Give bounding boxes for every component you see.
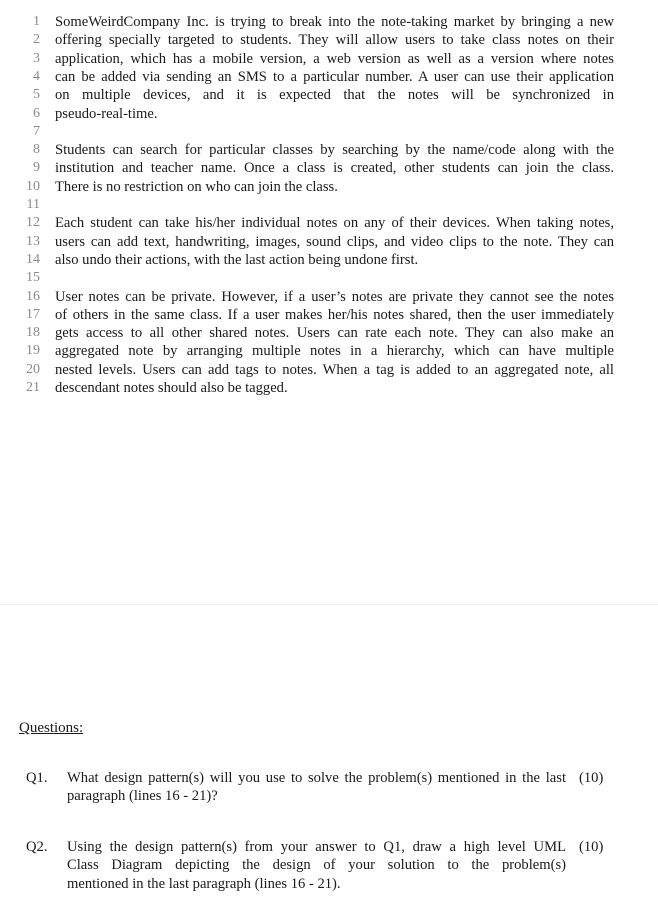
line-number: 6	[33, 105, 40, 121]
question-text-line: Class Diagram depicting the design of your solution to the problem(s)	[67, 857, 566, 874]
line-number: 10	[26, 178, 40, 194]
passage-line	[0, 214, 658, 232]
passage-line	[0, 50, 658, 68]
line-number: 2	[33, 32, 40, 48]
question-text-line: mentioned in the last paragraph (lines 16 - 21).	[67, 875, 341, 892]
line-text: offering specially targeted to students. They will allow users to take class notes on their	[55, 32, 614, 49]
passage-line	[0, 141, 658, 159]
line-number: 9	[33, 160, 40, 176]
line-number: 16	[26, 288, 40, 304]
line-text: nested levels. Users can add tags to notes. When a tag is added to an aggregated note, all	[55, 361, 614, 378]
line-text: application, which has a mobile version, a web version as well as a version where notes	[55, 50, 614, 67]
questions-heading: Questions:	[19, 720, 84, 736]
line-text: SomeWeirdCompany Inc. is trying to break into the note-taking market by bringing a new	[55, 14, 614, 30]
question-text-line: paragraph (lines 16 - 21)?	[67, 788, 218, 805]
question-number: Q2.	[26, 839, 48, 855]
line-text: pseudo-real-time.	[55, 105, 158, 122]
line-number: 1	[33, 14, 40, 29]
line-number: 5	[33, 87, 40, 103]
line-text: on multiple devices, and it is expected that the notes will be synchronized in	[55, 87, 614, 104]
passage-line	[0, 68, 658, 86]
passage-line	[0, 13, 658, 31]
passage-line	[0, 269, 658, 287]
line-text: Students can search for particular classes by searching by the name/code along with the	[55, 142, 614, 159]
line-number: 12	[26, 215, 40, 231]
line-text: gets access to all other shared notes. Users can rate each note. They can also make an	[55, 325, 614, 342]
line-number: 20	[26, 361, 40, 377]
passage-line	[0, 288, 658, 306]
line-number: 8	[33, 142, 40, 158]
line-text: also undo their actions, with the last action being undone first.	[55, 251, 419, 268]
line-text: institution and teacher name. Once a class is created, other students can join the class.	[55, 160, 614, 177]
line-text: descendant notes should also be tagged.	[55, 380, 288, 396]
passage-line	[0, 306, 658, 324]
passage-line	[0, 31, 658, 49]
passage-line	[0, 233, 658, 251]
passage-line	[0, 342, 658, 360]
question-number: Q1.	[26, 770, 48, 786]
line-text: User notes can be private. However, if a user’s notes are private they cannot see the notes	[55, 288, 614, 305]
line-number: 18	[26, 325, 40, 341]
question-text-line: Using the design pattern(s) from your answer to Q1, draw a high level UML	[67, 839, 566, 855]
passage-line	[0, 196, 658, 214]
question-marks: (10)	[579, 770, 604, 786]
passage-line	[0, 251, 658, 269]
line-number: 17	[26, 306, 40, 322]
line-text: can be added via sending an SMS to a particular number. A user can use their application	[55, 68, 614, 85]
line-number: 4	[33, 68, 40, 84]
passage-line	[0, 178, 658, 196]
passage-line	[0, 324, 658, 342]
line-number: 3	[33, 50, 40, 66]
question-marks: (10)	[579, 839, 604, 855]
passage-line	[0, 86, 658, 104]
line-number: 13	[26, 233, 40, 249]
line-number: 14	[26, 251, 40, 267]
line-text: aggregated note by arranging multiple notes in a hierarchy, which can have multiple	[55, 343, 614, 360]
line-text: users can add text, handwriting, images, sound clips, and video clips to the note. They can	[55, 233, 614, 250]
line-text: Each student can take his/her individual notes on any of their devices. When taking notes,	[55, 215, 614, 232]
question-text-line: What design pattern(s) will you use to solve the problem(s) mentioned in the last	[67, 770, 566, 786]
line-number: 21	[26, 380, 40, 395]
passage-line	[0, 361, 658, 379]
passage-line	[0, 159, 658, 177]
question-text	[67, 838, 566, 893]
page-divider	[0, 604, 658, 605]
passage-line	[0, 105, 658, 123]
passage-line	[0, 123, 658, 141]
question-text	[67, 769, 566, 806]
line-text: of others in the same class. If a user makes her/his notes shared, then the user immediately	[55, 306, 614, 323]
line-number: 15	[26, 270, 40, 286]
line-number: 19	[26, 343, 40, 359]
line-number: 7	[33, 123, 40, 139]
passage-line	[0, 379, 658, 397]
line-text: There is no restriction on who can join the class.	[55, 178, 338, 195]
line-number: 11	[26, 197, 40, 212]
